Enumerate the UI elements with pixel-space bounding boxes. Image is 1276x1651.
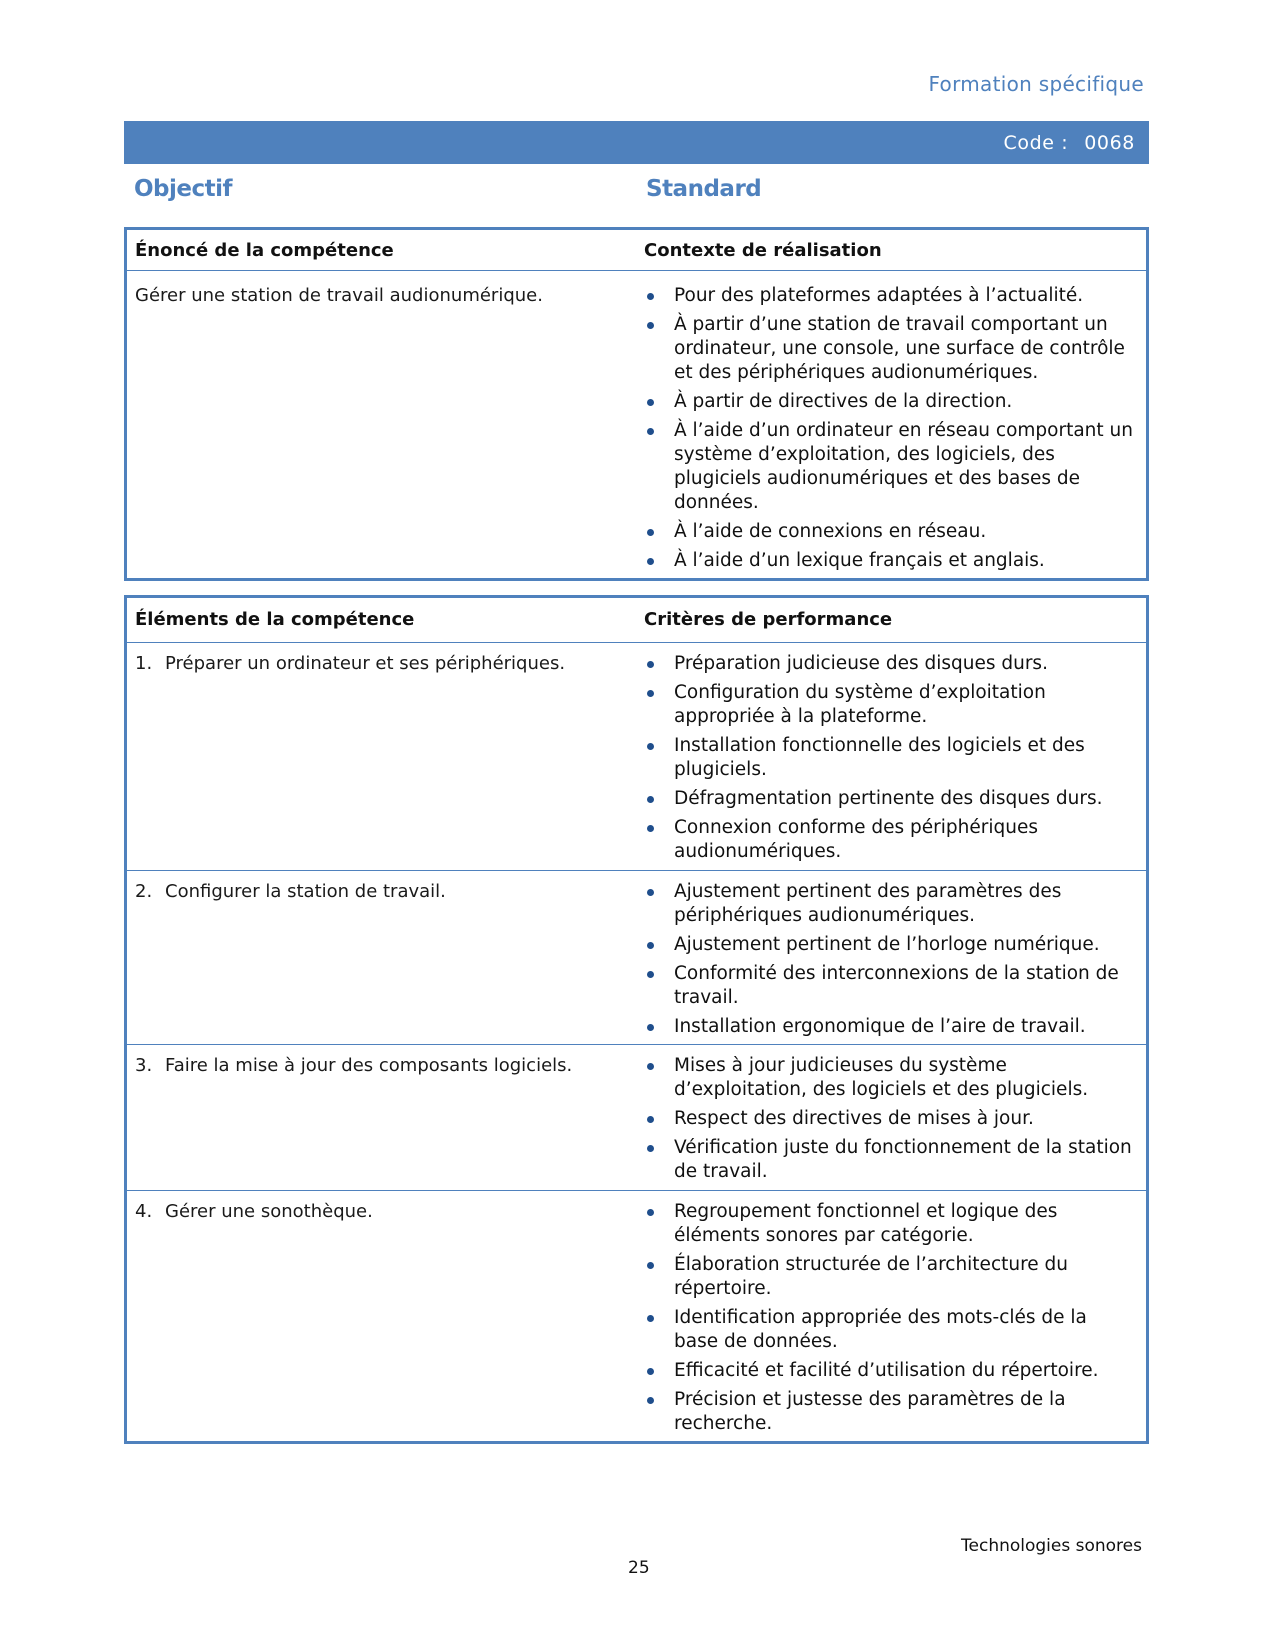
element-cell	[127, 880, 636, 1045]
table-row	[127, 1190, 1146, 1441]
page-number: 25	[628, 1558, 650, 1578]
element-number: 2.	[135, 880, 153, 902]
element-cell	[127, 652, 636, 870]
context-header: Contexte de réalisation	[644, 239, 882, 261]
list-item: À partir de directives de la direction.	[644, 390, 1136, 414]
list-item: À l’aide d’un lexique français et anglais.	[644, 549, 1136, 573]
bullet-icon	[647, 1116, 654, 1123]
bullet-icon	[647, 889, 654, 896]
element-cell	[127, 1200, 636, 1441]
criteria-list	[644, 1200, 1136, 1436]
bullet-icon	[647, 825, 654, 832]
bullet-icon	[647, 1315, 654, 1322]
list-item: Respect des directives de mises à jour.	[644, 1107, 1136, 1131]
criteria-cell	[636, 652, 1146, 870]
element-text: Faire la mise à jour des composants logiciels.	[165, 1055, 573, 1077]
bullet-icon	[647, 1397, 654, 1404]
element-text: Préparer un ordinateur et ses périphériques.	[165, 652, 566, 674]
criteria-header: Critères de performance	[644, 609, 893, 631]
bullet-icon	[647, 743, 654, 750]
bullet-icon	[647, 322, 654, 329]
list-item: À l’aide d’un ordinateur en réseau comportant un système d’exploitation, des logiciels, des plugiciels audionumériques et des bases de données.	[644, 419, 1136, 515]
footer-program-name: Technologies sonores	[961, 1536, 1142, 1556]
bullet-icon	[647, 690, 654, 697]
element-text: Configurer la station de travail.	[165, 880, 446, 902]
list-item: Installation fonctionnelle des logiciels et des plugiciels.	[644, 734, 1136, 782]
list-item: Élaboration structurée de l’architecture du répertoire.	[644, 1253, 1136, 1301]
list-item: Conformité des interconnexions de la station de travail.	[644, 962, 1136, 1010]
bullet-icon	[647, 1024, 654, 1031]
code-bar	[124, 121, 1149, 164]
statement-header: Énoncé de la compétence	[135, 239, 394, 261]
list-item: Vérification juste du fonctionnement de la station de travail.	[644, 1136, 1136, 1184]
bullet-icon	[647, 1368, 654, 1375]
bullet-icon	[647, 529, 654, 536]
bullet-icon	[647, 558, 654, 565]
criteria-cell	[636, 880, 1146, 1045]
list-item: Ajustement pertinent des paramètres des périphériques audionumériques.	[644, 880, 1136, 928]
bullet-icon	[647, 661, 654, 668]
list-item: Efficacité et facilité d’utilisation du répertoire.	[644, 1359, 1136, 1383]
objectif-heading: Objectif	[134, 176, 233, 202]
list-item: Configuration du système d’exploitation appropriée à la plateforme.	[644, 681, 1136, 729]
element-number: 3.	[135, 1055, 153, 1077]
running-header-title: Formation spécifique	[928, 72, 1144, 96]
bullet-icon	[647, 1145, 654, 1152]
code-value: 0068	[1084, 131, 1135, 154]
list-item: À l’aide de connexions en réseau.	[644, 520, 1136, 544]
bullet-icon	[647, 428, 654, 435]
bullet-icon	[647, 1262, 654, 1269]
list-item: Identification appropriée des mots-clés de la base de données.	[644, 1306, 1136, 1354]
criteria-cell	[636, 1200, 1146, 1441]
bullet-icon	[647, 399, 654, 406]
list-item: Installation ergonomique de l’aire de travail.	[644, 1015, 1136, 1039]
competence-statement-table	[124, 227, 1149, 581]
standard-heading: Standard	[646, 176, 762, 202]
competence-statement: Gérer une station de travail audionumérique.	[135, 285, 543, 306]
list-item: Connexion conforme des périphériques audionumériques.	[644, 816, 1136, 864]
list-item: Précision et justesse des paramètres de la recherche.	[644, 1388, 1136, 1436]
context-list	[644, 284, 1136, 573]
table-header-row	[127, 598, 1146, 642]
element-number: 4.	[135, 1201, 153, 1222]
list-item: Ajustement pertinent de l’horloge numérique.	[644, 933, 1136, 957]
list-item: Défragmentation pertinente des disques durs.	[644, 787, 1136, 811]
table-row	[127, 870, 1146, 1045]
bullet-icon	[647, 796, 654, 803]
table-row	[127, 270, 1146, 578]
competence-elements-table	[124, 595, 1149, 1444]
element-number: 1.	[135, 652, 153, 674]
table-header-row	[127, 230, 1146, 270]
list-item: Pour des plateformes adaptées à l’actualité.	[644, 284, 1136, 308]
context-list-cell	[636, 284, 1146, 578]
element-text: Gérer une sonothèque.	[165, 1201, 373, 1222]
table-row	[127, 642, 1146, 870]
elements-header: Éléments de la compétence	[135, 609, 415, 631]
criteria-list	[644, 1054, 1136, 1184]
bullet-icon	[647, 1063, 654, 1070]
table-row	[127, 1044, 1146, 1190]
list-item: Regroupement fonctionnel et logique des éléments sonores par catégorie.	[644, 1200, 1136, 1248]
code-label: Code :	[1003, 131, 1069, 154]
bullet-icon	[647, 942, 654, 949]
bullet-icon	[647, 293, 654, 300]
list-item: Préparation judicieuse des disques durs.	[644, 652, 1136, 676]
bullet-icon	[647, 1209, 654, 1216]
list-item: À partir d’une station de travail comportant un ordinateur, une console, une surface de contrôle et des périphériques audionumériques.	[644, 313, 1136, 385]
criteria-list	[644, 652, 1136, 864]
criteria-list	[644, 880, 1136, 1039]
list-item: Mises à jour judicieuses du système d’exploitation, des logiciels et des plugiciels.	[644, 1054, 1136, 1102]
element-cell	[127, 1054, 636, 1190]
criteria-cell	[636, 1054, 1146, 1190]
bullet-icon	[647, 971, 654, 978]
